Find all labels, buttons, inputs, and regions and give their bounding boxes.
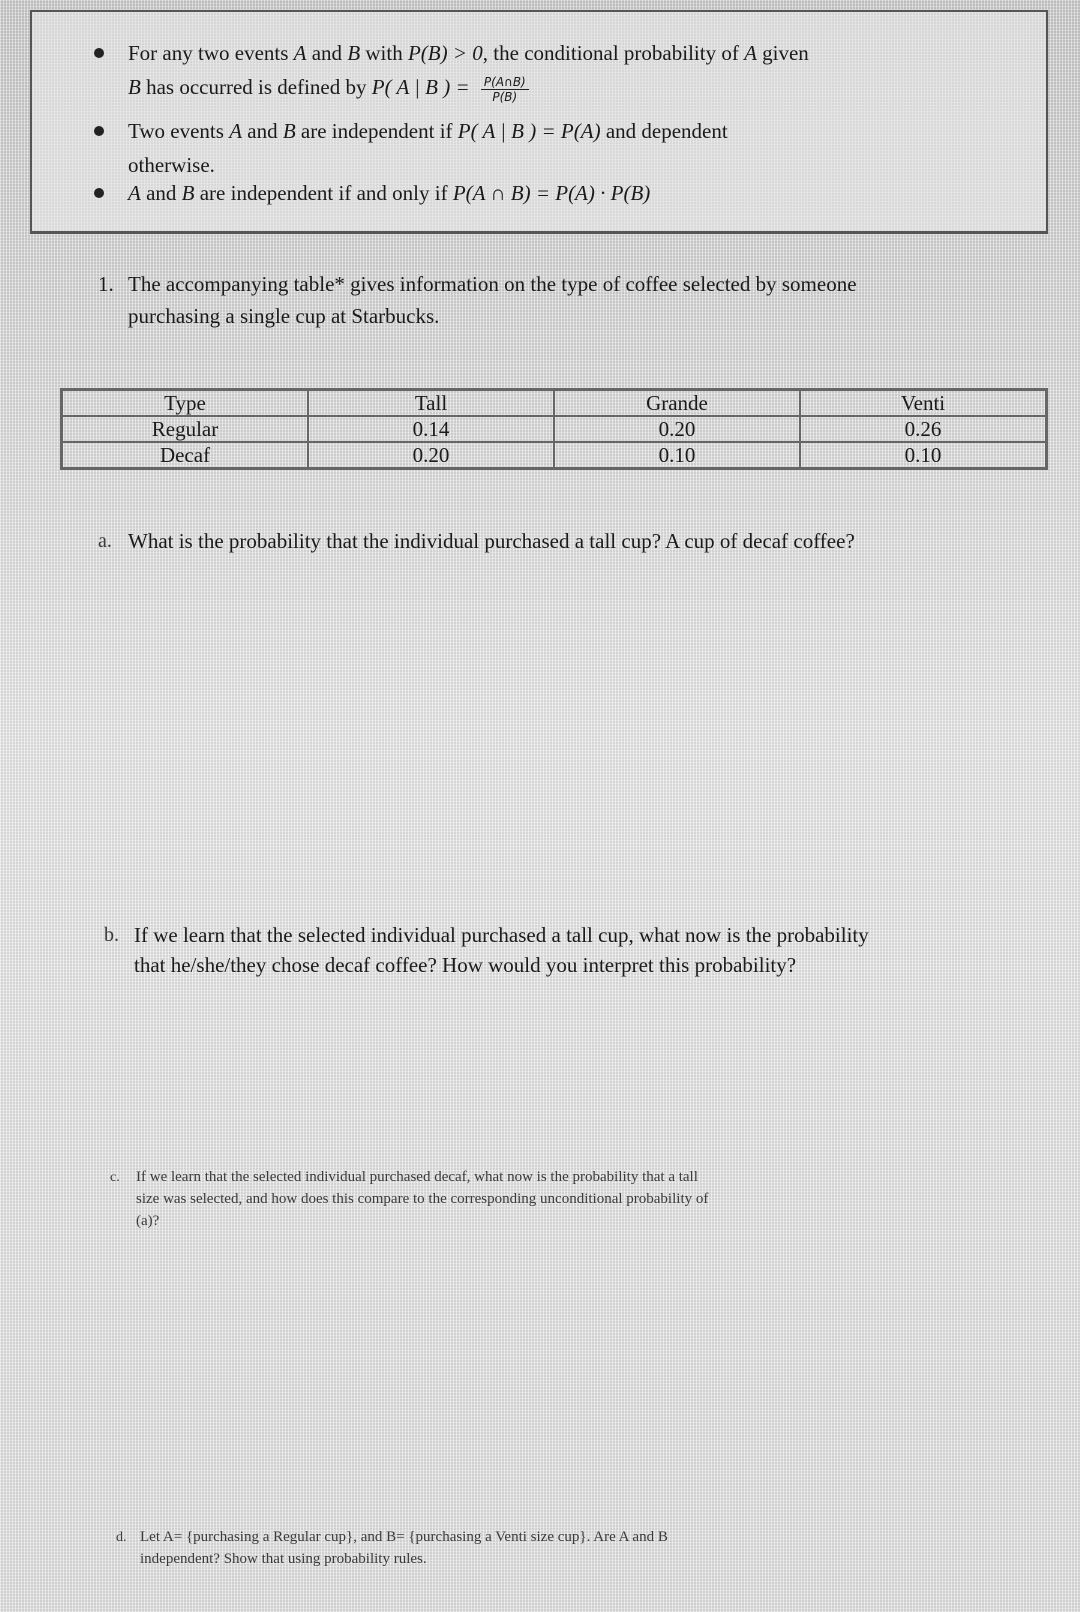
part-d-text: Let A= {purchasing a Regular cup}, and B= {purchasing a Venti size cup}. Are A and B independent? Show that using probability rules.	[140, 1529, 668, 1567]
part-a-letter: a.	[98, 530, 112, 552]
table-cell: 0.10	[800, 442, 1047, 469]
table-header-cell: Grande	[554, 390, 800, 417]
part-b-letter: b.	[104, 924, 119, 946]
table-cell: 0.10	[554, 442, 800, 469]
bullet-icon	[94, 188, 104, 198]
bullet-icon	[94, 48, 104, 58]
part-c-text: If we learn that the selected individual purchased decaf, what now is the probability that a tall size was selected, and how does this compare to the corresponding unconditional probability of (a)?	[136, 1169, 709, 1229]
table-cell: 0.14	[308, 416, 554, 442]
question-number: 1.	[98, 272, 114, 296]
independence-formula: P( A | B ) = P(A)	[457, 119, 601, 143]
table-row	[62, 442, 1047, 469]
table-cell: Decaf	[62, 442, 309, 469]
bullet-icon	[94, 126, 104, 136]
part-c-letter: c.	[110, 1170, 120, 1185]
table-header-row	[62, 390, 1047, 417]
part-b-text: If we learn that the selected individual purchased a tall cup, what now is the probability that he/she/they chose decaf coffee? How would you interpret this probability?	[134, 923, 869, 977]
coffee-probability-table	[60, 388, 1048, 470]
table-header-cell: Venti	[800, 390, 1047, 417]
conditional-formula: P( A | B ) =	[371, 75, 470, 99]
table-header-cell: Tall	[308, 390, 554, 417]
definitions-box: For any two events A and B with P(B) > 0, the conditional probability of A given B has occurred is defined by P( A | B ) = $\frac{P(A\cap B)}{P(B)}$ Two events A and B are independent if P( A | B ) = P(A) and dependent otherwise. A and B are independent if and only if P(A ∩ B) = P(A) · P(B)	[30, 10, 1048, 234]
product-formula: P(A ∩ B) = P(A) · P(B)	[452, 181, 651, 205]
table-row	[62, 416, 1047, 442]
question-text: The accompanying table* gives information on the type of coffee selected by someone purchasing a single cup at Starbucks.	[128, 272, 857, 328]
part-d-letter: d.	[116, 1530, 127, 1545]
table-cell: 0.20	[554, 416, 800, 442]
formula-fraction: $\frac{P(A\cap B)}{P(B)}$	[481, 75, 529, 104]
table-cell: 0.20	[308, 442, 554, 469]
table-cell: Regular	[62, 416, 309, 442]
table-header-cell: Type	[62, 390, 309, 417]
table-cell: 0.26	[800, 416, 1047, 442]
part-a-text: What is the probability that the individual purchased a tall cup? A cup of decaf coffee?	[128, 529, 855, 553]
